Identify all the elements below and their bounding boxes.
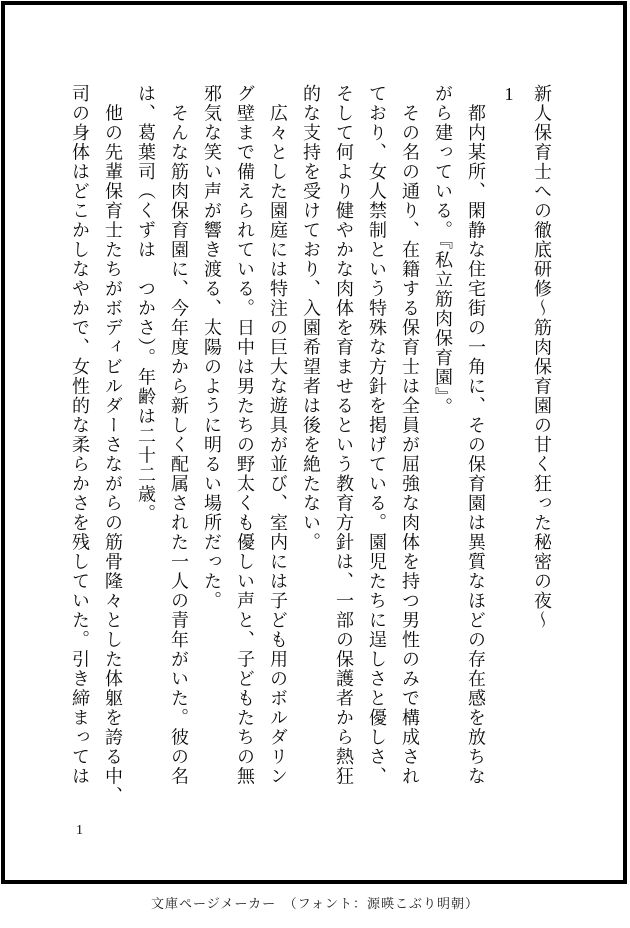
novel-line: 都内某所、閑静な住宅街の一角に、その保育園は異質なほどの存在感を放ちな	[466, 84, 486, 786]
novel-line: は、葛葉司（くずは つかさ）。年齢は二十二歳。	[136, 84, 156, 524]
novel-line: 広々とした園庭には特注の巨大な遊具が並び、室内には子ども用のボルダリン	[268, 84, 288, 786]
novel-line: そして何より健やかな肉体を育ませるという教育方針は、一部の保護者から熱狂	[334, 84, 354, 786]
chapter-number: 1	[499, 84, 519, 106]
page-number: 1	[76, 823, 83, 838]
novel-line: 邪気な笑い声が響き渡る、太陽のように明るい場所だった。	[202, 84, 222, 611]
novel-title: 新人保育士への徹底研修～筋肉保育園の甘く狂った秘密の夜～	[532, 84, 552, 630]
novel-line: がら建っている。『私立筋肉保育園』。	[433, 84, 453, 417]
vertical-text-block	[63, 84, 558, 806]
novel-line: グ壁まで備えられている。日中は男たちの野太くも優しい声と、子どもたちの無	[235, 84, 255, 786]
novel-line: ており、女人禁制という特殊な方針を掲げている。園児たちに逞しさと優しさ、	[367, 84, 387, 786]
novel-line: 司の身体はどこかしなやかで、女性的な柔らかさを残していた。引き締まっては	[70, 84, 90, 786]
novel-line: 的な支持を受けており、入園希望者は後を絶たない。	[301, 84, 321, 552]
book-page	[1, 1, 627, 884]
footer-caption: 文庫ページメーカー （フォント：源暎こぶり明朝）	[151, 896, 479, 911]
novel-line: その名の通り、在籍する保育士は全員が屈強な肉体を持つ男性のみで構成され	[400, 84, 420, 786]
novel-line: 他の先輩保育士たちがボディビルダーさながらの筋骨隆々とした体躯を誇る中、	[103, 84, 123, 806]
novel-line: そんな筋肉保育園に、今年度から新しく配属された一人の青年がいた。彼の名	[169, 84, 189, 786]
